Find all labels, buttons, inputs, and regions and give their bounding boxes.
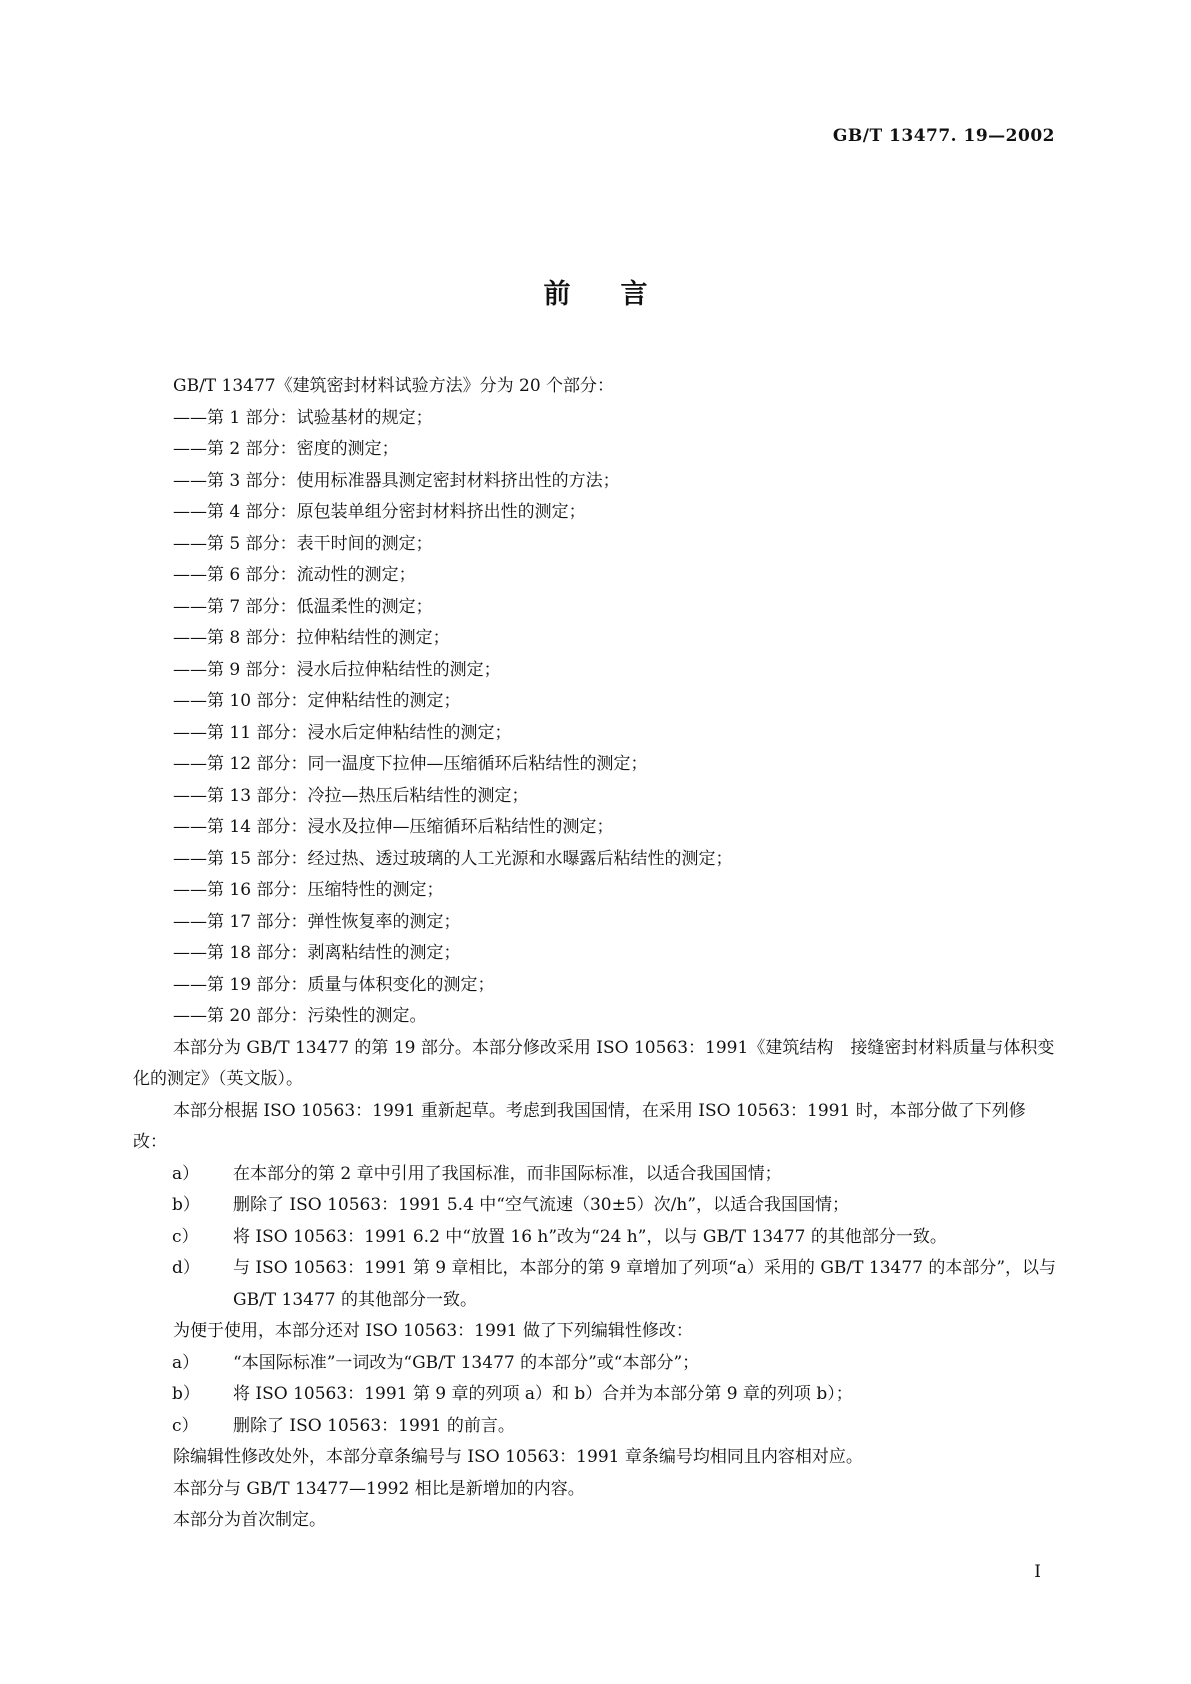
editorial-list xyxy=(133,1348,1058,1443)
item-text: 将 ISO 10563：1991 第 9 章的列项 a）和 b）合并为本部分第 9 章的列项 b）； xyxy=(233,1384,853,1404)
page-number: I xyxy=(1034,1562,1041,1582)
adoption-paragraph: 本部分为 GB/T 13477 的第 19 部分。本部分修改采用 ISO 10563：1991《建筑结构 接缝密封材料质量与体积变化的测定》（英文版）。 xyxy=(133,1037,1055,1089)
item-text: 将 ISO 10563：1991 6.2 中“放置 16 h”改为“24 h”，以与 GB/T 13477 的其他部分一致。 xyxy=(233,1226,947,1247)
item-label: b） xyxy=(172,1195,200,1215)
list-item: ——第 17 部分：弹性恢复率的测定； xyxy=(173,911,461,932)
list-item xyxy=(133,1190,1058,1222)
list-item xyxy=(133,1379,1058,1411)
list-item: ——第 3 部分：使用标准器具测定密封材料挤出性的方法； xyxy=(173,470,620,491)
list-item xyxy=(133,1348,1058,1380)
list-item: ——第 1 部分：试验基材的规定； xyxy=(173,407,433,428)
list-item: ——第 12 部分：同一温度下拉伸—压缩循环后粘结性的测定； xyxy=(173,754,648,774)
list-item: ——第 14 部分：浸水及拉伸—压缩循环后粘结性的测定； xyxy=(173,817,614,837)
item-label: a） xyxy=(172,1163,200,1184)
list-item: ——第 20 部分：污染性的测定。 xyxy=(173,1006,427,1026)
list-item: ——第 18 部分：剥离粘结性的测定； xyxy=(173,943,461,963)
modifications-list xyxy=(133,1159,1058,1317)
first-edition-paragraph: 本部分为首次制定。 xyxy=(173,1510,326,1530)
editorial-paragraph: 为便于使用，本部分还对 ISO 10563：1991 做了下列编辑性修改： xyxy=(173,1321,693,1341)
parts-list xyxy=(133,403,1058,1033)
list-item: ——第 10 部分：定伸粘结性的测定； xyxy=(173,691,461,711)
standard-number: GB/T 13477. 19—2002 xyxy=(832,126,1055,146)
list-item: ——第 2 部分：密度的测定； xyxy=(173,439,399,459)
item-label: b） xyxy=(172,1384,200,1404)
item-label: c） xyxy=(172,1415,199,1436)
item-text: 删除了 ISO 10563：1991 的前言。 xyxy=(233,1415,515,1436)
page-title: 前言 xyxy=(543,279,698,310)
item-label: a） xyxy=(172,1352,200,1373)
document-body xyxy=(133,371,1058,1537)
numbering-paragraph: 除编辑性修改处外，本部分章条编号与 ISO 10563：1991 章条编号均相同且内容相对应。 xyxy=(173,1447,863,1467)
list-item xyxy=(133,1222,1058,1254)
list-item: ——第 7 部分：低温柔性的测定； xyxy=(173,596,433,617)
list-item xyxy=(133,1253,1058,1316)
redraft-paragraph: 本部分根据 ISO 10563：1991 重新起草。考虑到我国国情，在采用 ISO 10563：1991 时，本部分做了下列修改： xyxy=(133,1100,1026,1152)
list-item xyxy=(133,1159,1058,1191)
item-text: 在本部分的第 2 章中引用了我国标准，而非国际标准，以适合我国国情； xyxy=(233,1163,782,1184)
new-content-paragraph: 本部分与 GB/T 13477—1992 相比是新增加的内容。 xyxy=(173,1478,585,1499)
list-item: ——第 9 部分：浸水后拉伸粘结性的测定； xyxy=(173,659,501,680)
list-item: ——第 15 部分：经过热、透过玻璃的人工光源和水曝露后粘结性的测定； xyxy=(173,848,733,869)
item-text: 与 ISO 10563：1991 第 9 章相比，本部分的第 9 章增加了列项“a）采用的 GB/T 13477 的本部分”，以与 GB/T 13477 的其他部分一致。 xyxy=(233,1258,1057,1310)
item-label: c） xyxy=(172,1226,199,1247)
intro-paragraph: GB/T 13477《建筑密封材料试验方法》分为 20 个部分： xyxy=(173,376,615,396)
list-item: ——第 6 部分：流动性的测定； xyxy=(173,565,416,585)
list-item: ——第 16 部分：压缩特性的测定； xyxy=(173,880,444,900)
list-item: ——第 8 部分：拉伸粘结性的测定； xyxy=(173,628,450,648)
list-item: ——第 13 部分：冷拉—热压后粘结性的测定； xyxy=(173,785,529,806)
item-label: d） xyxy=(172,1258,200,1278)
list-item: ——第 5 部分：表干时间的测定； xyxy=(173,533,433,554)
list-item: ——第 19 部分：质量与体积变化的测定； xyxy=(173,974,495,995)
list-item: ——第 4 部分：原包装单组分密封材料挤出性的测定； xyxy=(173,502,586,522)
list-item: ——第 11 部分：浸水后定伸粘结性的测定； xyxy=(173,722,512,743)
item-text: “本国际标准”一词改为“GB/T 13477 的本部分”或“本部分”； xyxy=(233,1352,700,1373)
item-text: 删除了 ISO 10563：1991 5.4 中“空气流速（30±5）次/h”，以适合我国国情； xyxy=(233,1195,850,1215)
list-item xyxy=(133,1411,1058,1443)
